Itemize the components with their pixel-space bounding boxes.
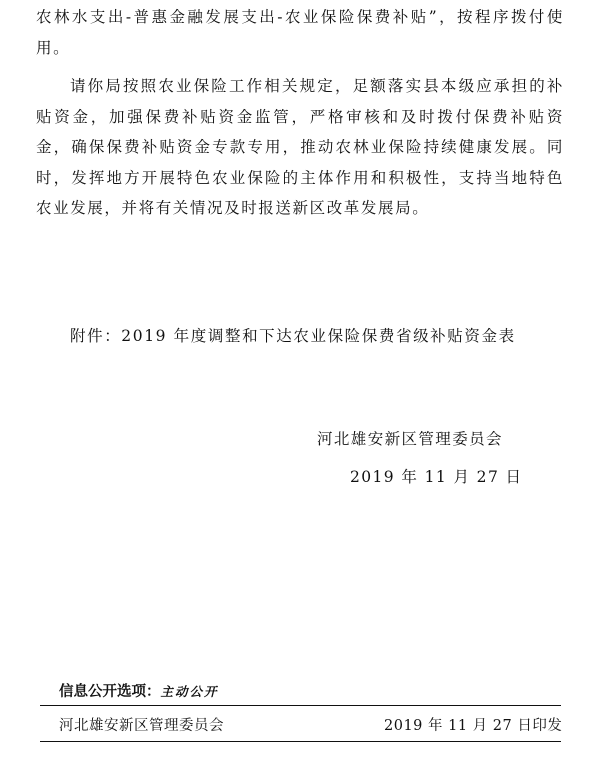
footer-issuer: 河北雄安新区管理委员会 bbox=[59, 718, 224, 734]
footer-top-rule bbox=[40, 705, 561, 706]
disclosure-value: 主动公开 bbox=[160, 684, 219, 699]
paragraph-main: 请你局按照农业保险工作相关规定，足额落实县本级应承担的补贴资金，加强保费补贴资金监管，严格审核和及时拨付保费补贴资金，确保保费补贴资金专款专用，推动农林业保险持续健康发展。同时，发挥地方开展特色农业保险的主体作用和积极性，支持当地特色农业发展，并将有关情况及时报送新区改革发展局。 bbox=[36, 77, 564, 217]
footer-bottom-rule bbox=[40, 741, 561, 742]
disclosure-option bbox=[59, 680, 219, 701]
paragraph-continued: 农林水支出-普惠金融发展支出-农业保险保费补贴”，按程序拨付使用。 bbox=[36, 8, 564, 57]
attachment-line: 附件：2019 年度调整和下达农业保险保费省级补贴资金表 bbox=[70, 327, 516, 345]
footer-print-date: 2019 年 11 月 27 日印发 bbox=[384, 718, 563, 734]
signature-organization: 河北雄安新区管理委员会 bbox=[317, 430, 503, 448]
signature-date: 2019 年 11 月 27 日 bbox=[350, 468, 523, 486]
disclosure-label: 信息公开选项： bbox=[59, 684, 161, 700]
